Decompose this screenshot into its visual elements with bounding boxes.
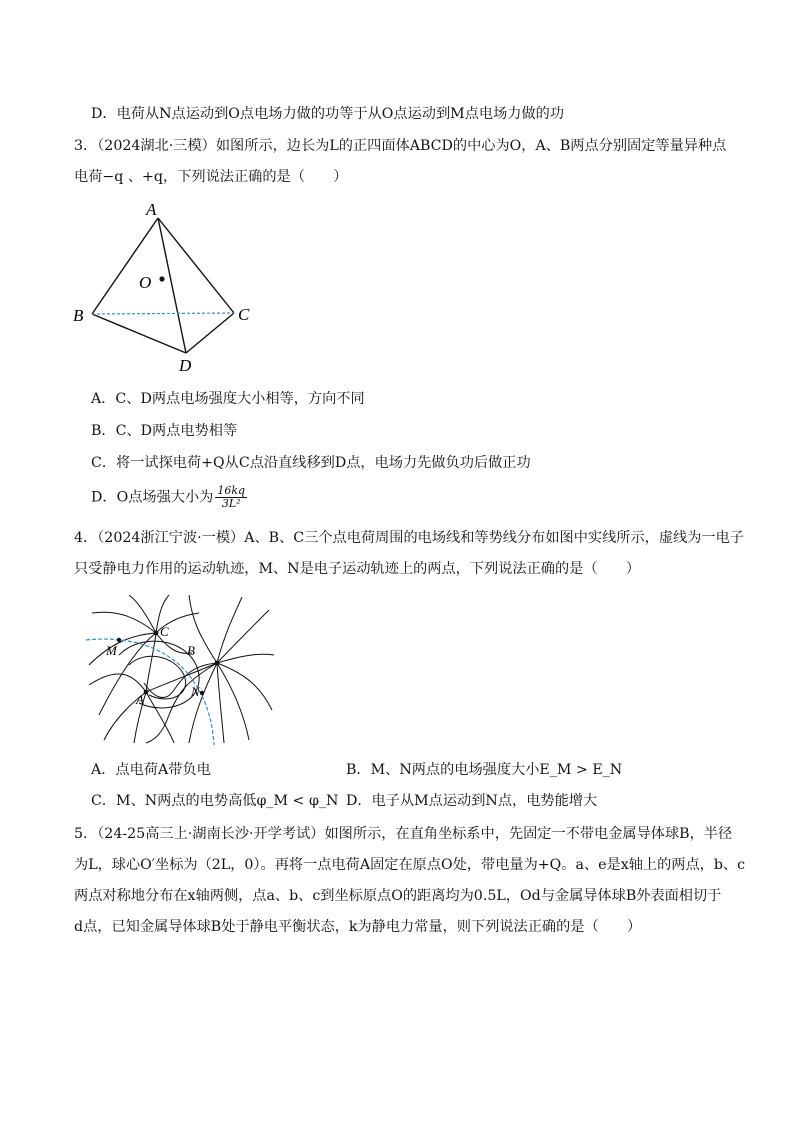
label-D: D	[179, 356, 192, 375]
q4-field-lines-figure	[74, 595, 274, 745]
q5-stem-line2: 为L，球心O′坐标为（2L，0）。再将一点电荷A固定在原点O处，带电量为+Q。a、e是x轴上的两点，b、c	[74, 857, 746, 873]
q5-stem-line3: 两点对称地分布在x轴两侧，点a、b、c到坐标原点O的距离均为0.5L，Od与金属导体球B外表面相切于	[74, 888, 722, 904]
charge-b-dot	[215, 661, 220, 666]
q3-option-a: A．C、D两点电场强度大小相等，方向不同	[91, 391, 365, 407]
edge-AD	[158, 218, 186, 353]
edge-CD	[186, 313, 234, 353]
edge-AB	[92, 218, 158, 314]
label-C: C	[238, 305, 250, 324]
q3-option-b: B．C、D两点电势相等	[91, 423, 238, 439]
q3-option-d	[91, 485, 247, 510]
label-C: C	[160, 624, 169, 639]
q3-stem-line2: 电荷−q 、+q，下列说法正确的是（ ）	[74, 169, 348, 185]
edge-BC-hidden	[92, 313, 234, 314]
edge-AC	[158, 218, 234, 313]
label-M: M	[106, 643, 117, 658]
label-O: O	[139, 273, 152, 292]
fraction-numerator: 16kq	[217, 484, 246, 497]
q2-option-d: D．电荷从N点运动到O点电场力做的功等于从O点运动到M点电场力做的功	[91, 106, 565, 122]
q4-stem-line2: 只受静电力作用的运动轨迹，M、N是电子运动轨迹上的两点，下列说法正确的是（ ）	[74, 561, 641, 577]
edge-BD	[92, 314, 186, 353]
q3-option-d-fraction	[215, 485, 247, 510]
q3-stem-line1: 3．（2024湖北·三模）如图所示，边长为L的正四面体ABCD的中心为O，A、B两点分别固定等量异种点	[74, 138, 727, 154]
label-A: A	[146, 200, 157, 219]
q5-stem-line1: 5．（24-25高三上·湖南长沙·开学考试）如图所示，在直角坐标系中，先固定一不带电金属导体球B，半径	[74, 826, 733, 842]
point-m-dot	[117, 638, 121, 642]
label-B: B	[73, 306, 84, 325]
q3-option-d-text: D．O点场强大小为	[91, 489, 214, 506]
q4-option-b: B．M、N两点的电场强度大小E_M > E_N	[346, 762, 623, 778]
q4-stem-line1: 4．（2024浙江宁波·一模）A、B、C三个点电荷周围的电场线和等势线分布如图中实线所示，虚线为一电子	[74, 530, 744, 546]
charge-a-dot	[144, 690, 149, 695]
center-o-dot	[159, 276, 164, 281]
label-B: B	[187, 643, 195, 658]
point-n-dot	[200, 691, 204, 695]
q4-option-d: D．电子从M点运动到N点，电势能增大	[346, 793, 598, 809]
q4-option-c: C．M、N两点的电势高低φ_M < φ_N	[91, 793, 339, 809]
label-N: N	[191, 684, 200, 699]
q4-option-a: A．点电荷A带负电	[91, 762, 211, 778]
q3-tetrahedron-figure	[66, 196, 266, 376]
q5-stem-line4: d点，已知金属导体球B处于静电平衡状态，k为静电力常量，则下列说法正确的是（ ）	[74, 919, 642, 935]
fraction-denominator: 3L²	[221, 497, 241, 510]
charge-c-dot	[154, 631, 159, 636]
q3-option-c: C．将一试探电荷+Q从C点沿直线移到D点，电场力先做负功后做正功	[91, 455, 531, 471]
label-A: A	[136, 692, 144, 707]
